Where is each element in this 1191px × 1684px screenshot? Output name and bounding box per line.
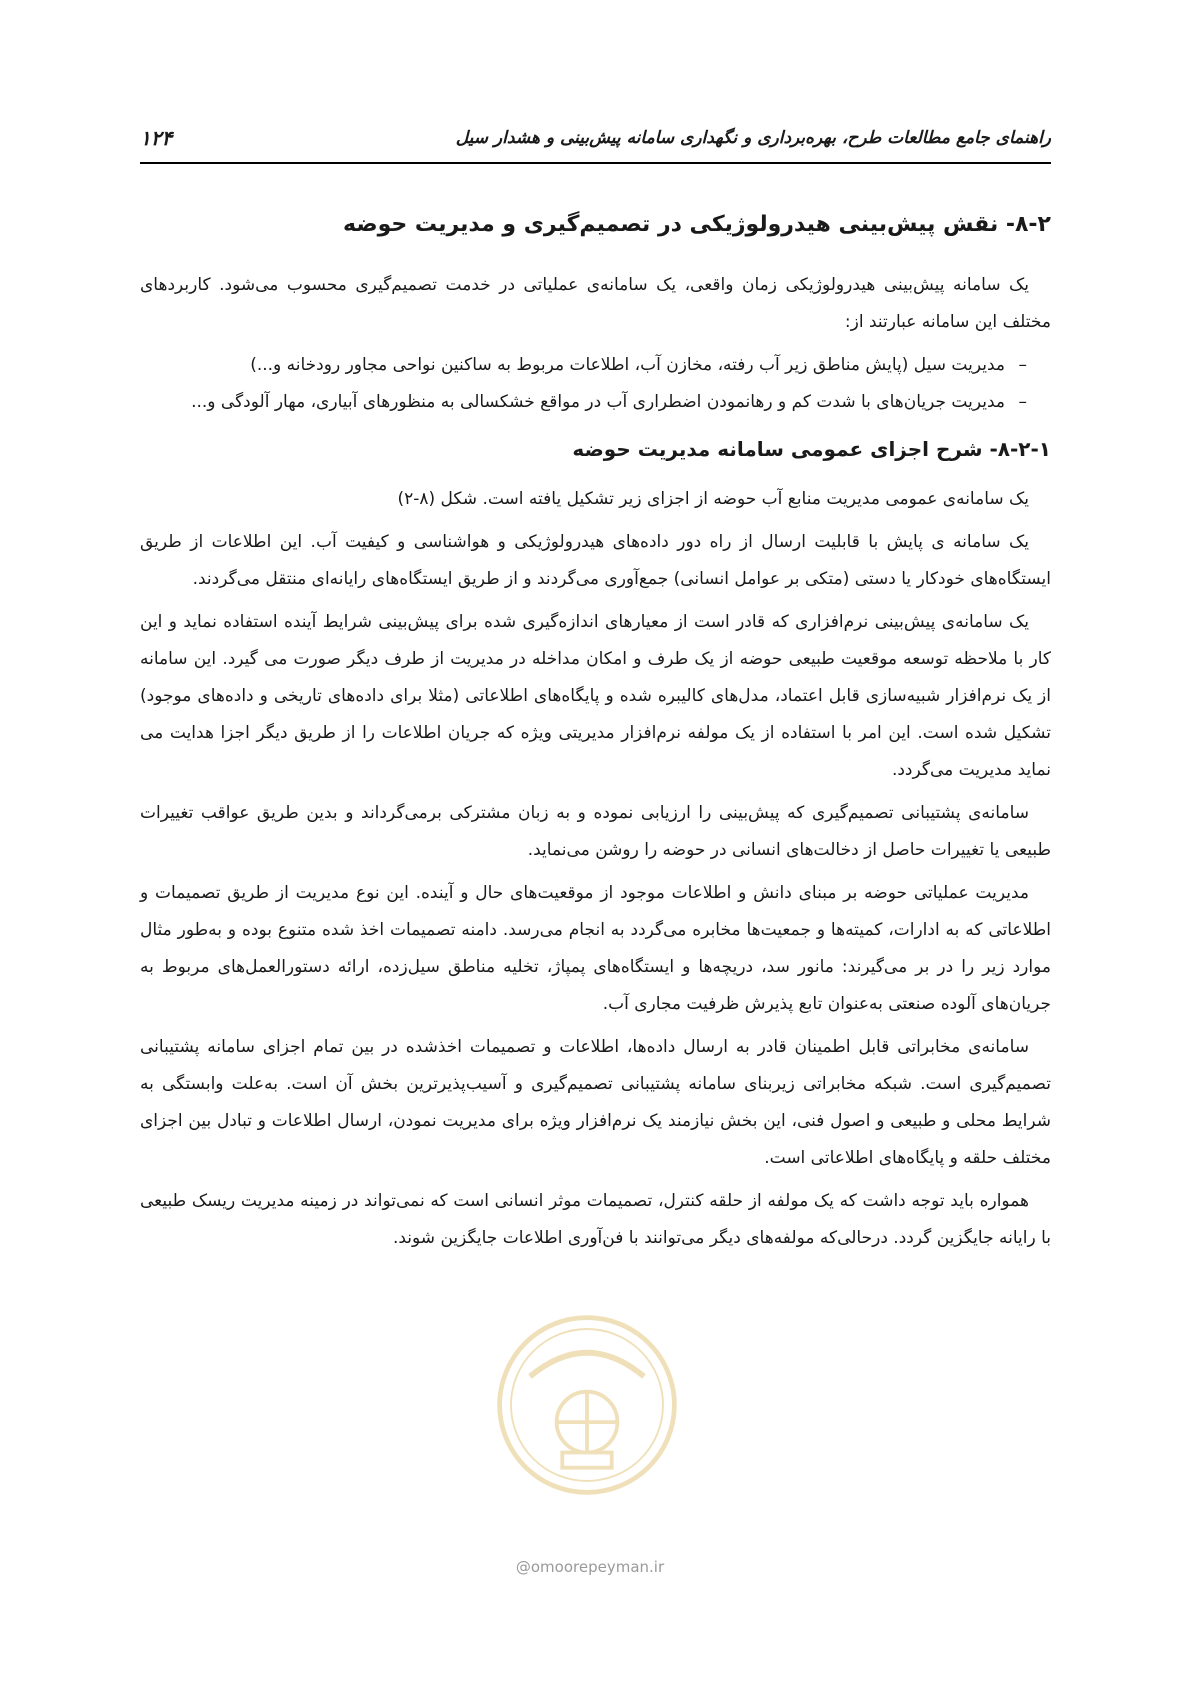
header-rule [140,162,1051,164]
paragraph: یک سامانه ی پایش با قابلیت ارسال از راه دور داده‌های هیدرولوژیکی و هواشناسی و کیفیت آب. این اطلاعات از طریق ایستگاه‌های خودکار یا دستی (متکی بر عوامل انسانی) جمع‌آوری می‌گردند و از طریق ایستگاه‌های رایانه‌ای منتقل می‌گردند. [140,531,1051,589]
header-title: راهنمای جامع مطالعات طرح، بهره‌برداری و نگهداری سامانه پیش‌بینی و هشدار سیل [455,128,1051,148]
paragraph: سامانه‌ی مخابراتی قابل اطمینان قادر به ارسال داده‌ها، اطلاعات و تصمیمات اخذشده در بین تمام اجزای سامانه پشتیبانی تصمیم‌گیری است. شبکه مخابراتی زیربنای سامانه پشتیبانی تصمیم‌گیری و آسیب‌پذیرترین بخش آن است. به‌علت وابستگی به شرایط محلی و طبیعی و اصول فنی، این بخش نیازمند یک نرم‌افزار ویژه برای مدیریت نمودن، ارسال اطلاعات و تبادل بین اجزای مختلف حلقه و پایگاه‌های اطلاعاتی است. [140,1036,1051,1168]
dash-bullet: – [1018,354,1027,375]
list-item [140,347,1027,384]
watermark-logo-icon [492,1310,682,1500]
dash-bullet: – [1018,391,1027,412]
page-number: ۱۲۴ [140,126,173,150]
application-list [140,347,1051,421]
list-item [140,384,1027,421]
page-content [140,210,1051,1263]
section-intro: یک سامانه پیش‌بینی هیدرولوژیکی زمان واقعی، یک سامانه‌ی عملیاتی در خدمت تصمیم‌گیری محسوب می‌شود. کاربردهای مختلف این سامانه عبارتند از: [140,274,1051,332]
section-heading: ۸-۲- نقش پیش‌بینی هیدرولوژیکی در تصمیم‌گیری و مدیریت حوضه [343,212,1051,237]
paragraph: مدیریت عملیاتی حوضه بر مبنای دانش و اطلاعات موجود از موقعیت‌های حال و آینده. این نوع مدیریت از طریق تصمیمات و اطلاعاتی که به ادارات، کمیته‌ها و جمعیت‌ها مخابره می‌گردد به انجام می‌رسد. دامنه تصمیمات اخذ شده متنوع بوده و به‌طور مثال موارد زیر را در بر می‌گیرند: مانور سد، دریچه‌ها و ایستگاه‌های پمپاژ، تخلیه مناطق سیل‌زده، ارائه دستورالعمل‌های مربوط به جریان‌های آلوده صنعتی به‌عنوان تابع پذیرش ظرفیت مجاری آب. [140,882,1051,1014]
watermark-site: @omoorepeyman.ir [515,1558,665,1576]
paragraph: یک سامانه‌ی پیش‌بینی نرم‌افزاری که قادر است از معیارهای اندازه‌گیری شده برای پیش‌بینی شرایط آینده استفاده نماید و این کار با ملاحظه توسعه موقعیت طبیعی حوضه از یک طرف و امکان مداخله در مدیریت از طرف دیگر صورت می گیرد. این سامانه از یک نرم‌افزار شبیه‌سازی قابل اعتماد، مدل‌های کالیبره شده و پایگاه‌های اطلاعاتی (مثلا برای داده‌های تاریخی و داده‌های موجود) تشکیل شده است. این امر با استفاده از یک مولفه نرم‌افزار مدیریتی ویژه که جریان اطلاعات را از طریق دیگر اجزا هدایت می نماید مدیریت می‌گردد. [140,611,1051,780]
list-item-text: مدیریت سیل (پایش مناطق زیر آب رفته، مخازن آب، اطلاعات مربوط به ساکنین نواحی مجاور رودخانه و...) [250,354,1005,375]
paragraph: همواره باید توجه داشت که یک مولفه از حلقه کنترل، تصمیمات موثر انسانی است که نمی‌تواند در زمینه مدیریت ریسک طبیعی با رایانه جایگزین گردد. درحالی‌که مولفه‌های دیگر می‌توانند با فن‌آوری اطلاعات جایگزین شوند. [140,1190,1051,1248]
subsection-heading: ۸-۲-۱- شرح اجزای عمومی سامانه مدیریت حوضه [572,436,1051,461]
paragraph: سامانه‌ی پشتیبانی تصمیم‌گیری که پیش‌بینی را ارزیابی نموده و به زبان مشترکی برمی‌گرداند و بدین طریق عواقب تغییرات طبیعی یا تغییرات حاصل از دخالت‌های انسانی در حوضه را روشن می‌نماید. [140,802,1051,860]
list-item-text: مدیریت جریان‌های با شدت کم و رهانمودن اضطراری آب در مواقع خشکسالی به منظورهای آبیاری، مهار آلودگی و... [191,391,1005,412]
paragraph: یک سامانه‌ی عمومی مدیریت منابع آب حوضه از اجزای زیر تشکیل یافته است. شکل (۸-۲) [397,488,1029,509]
